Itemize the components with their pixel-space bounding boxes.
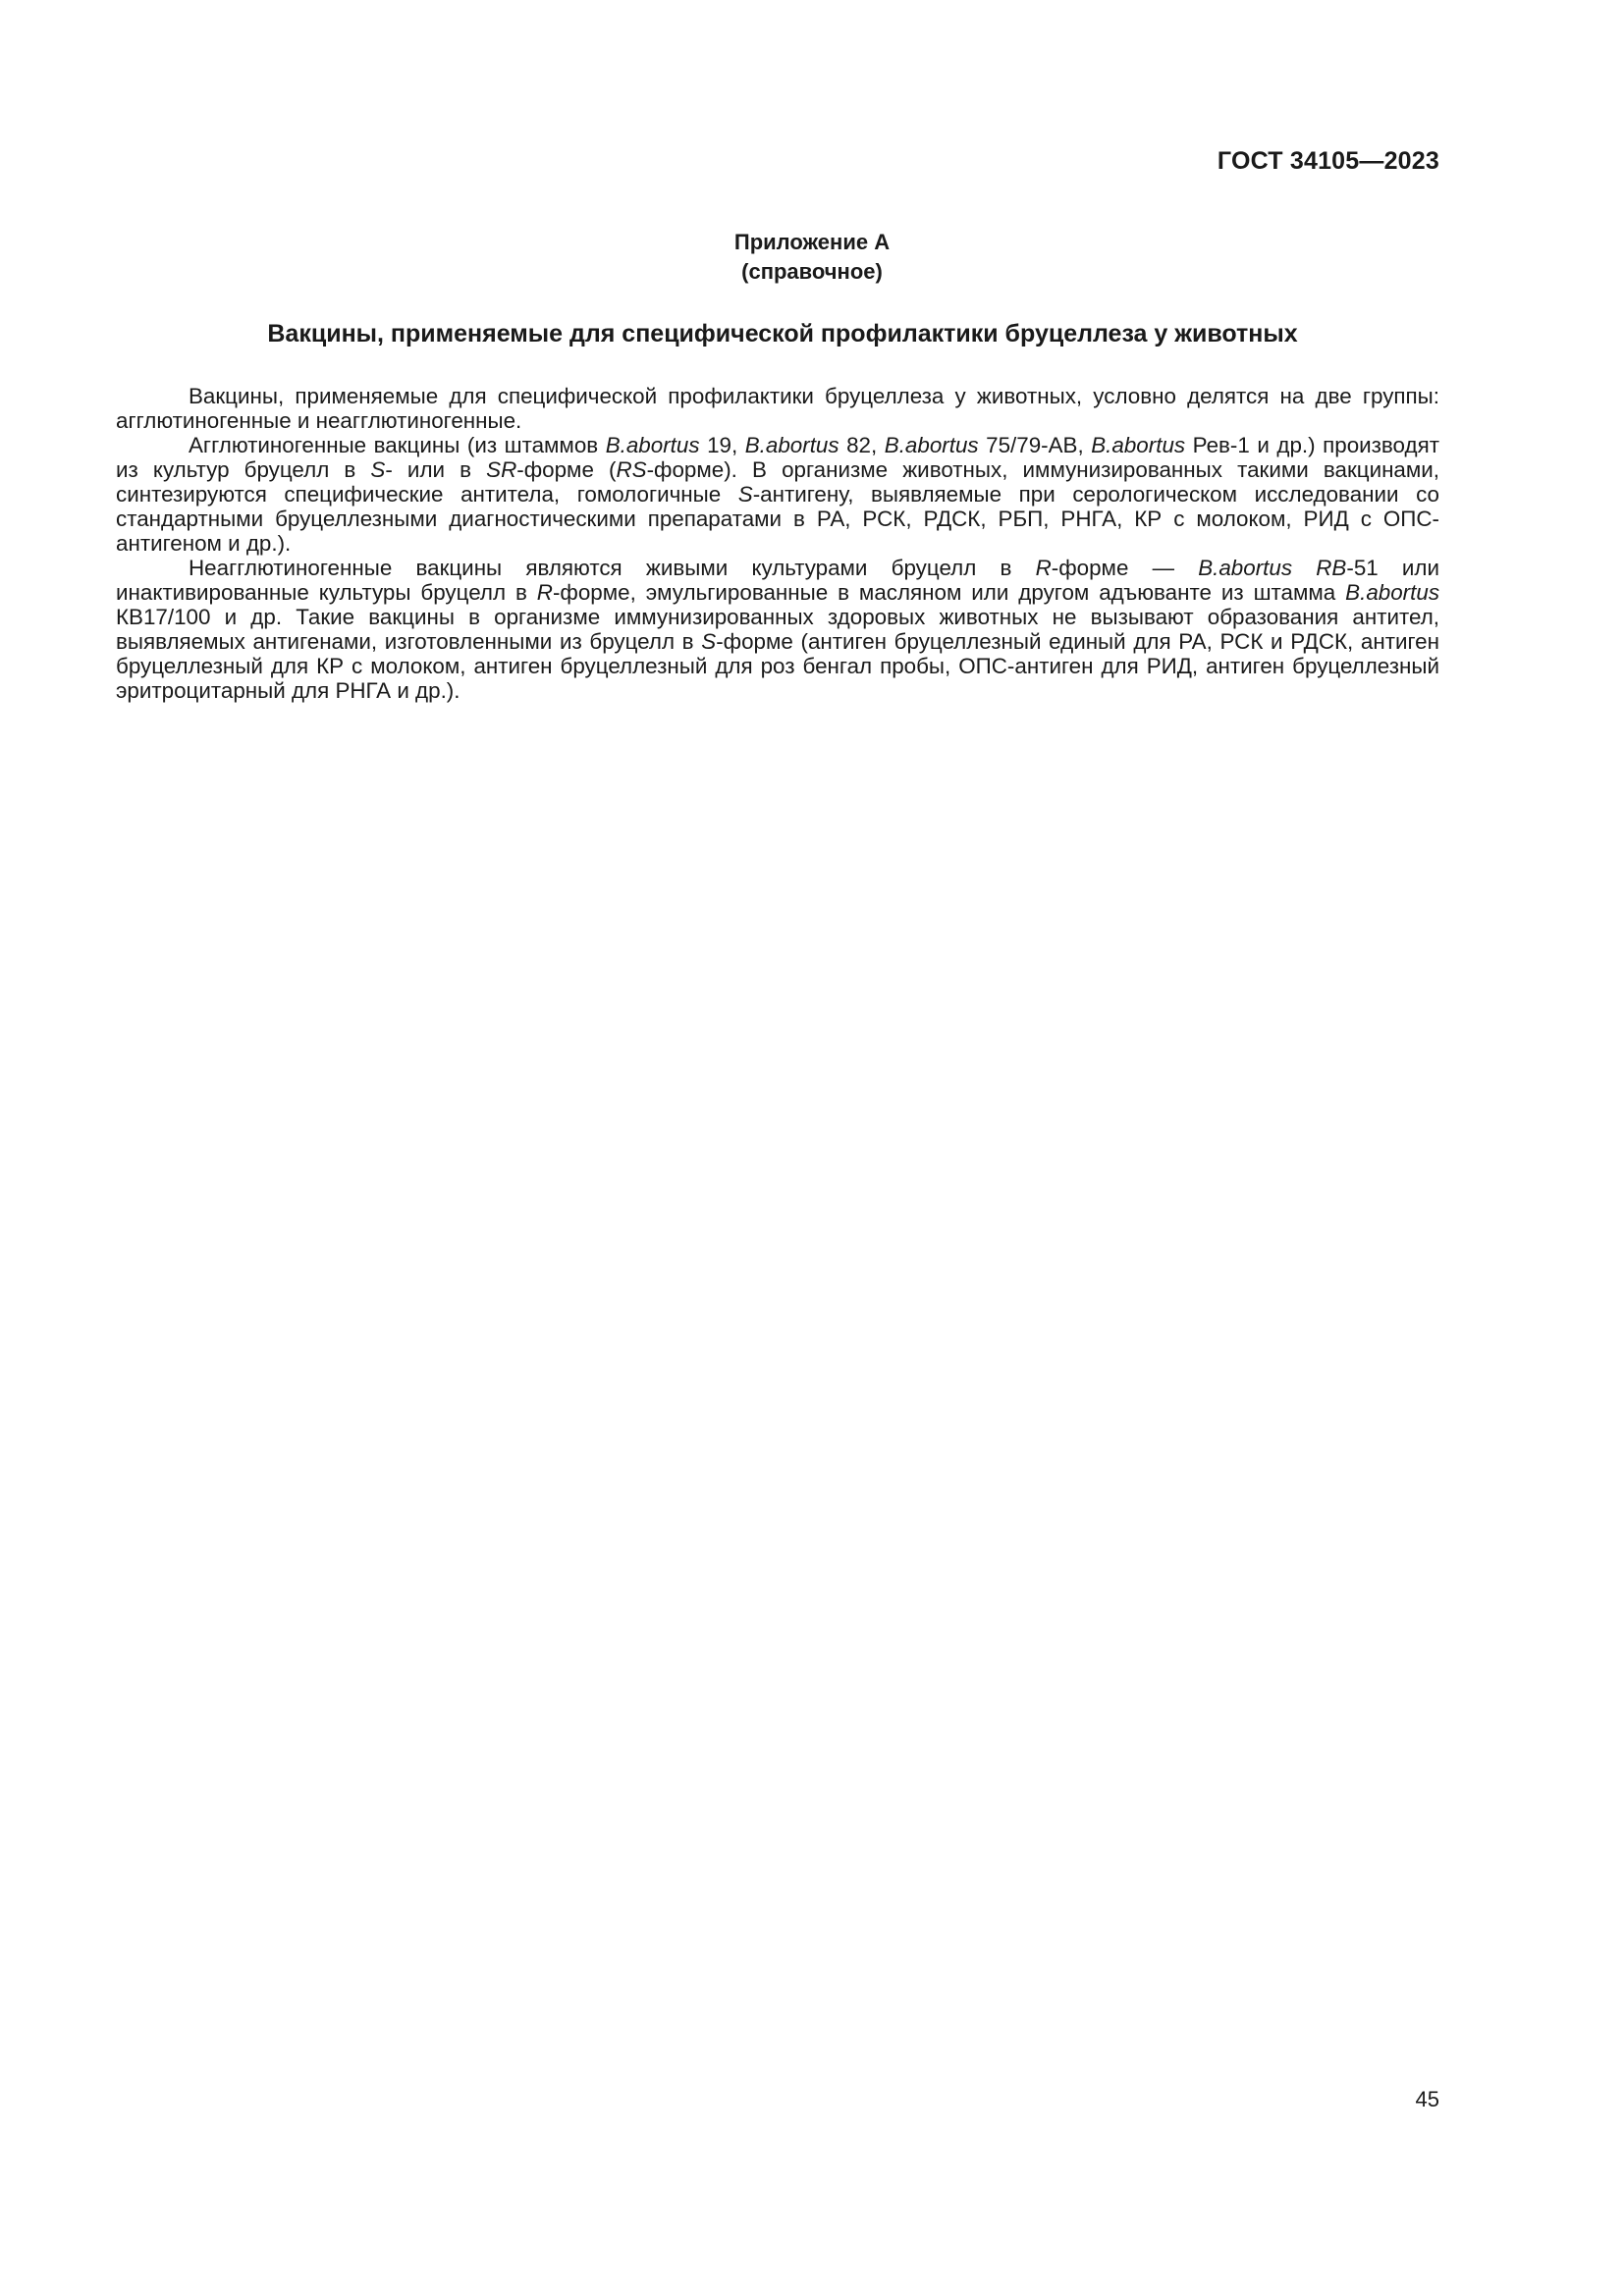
species-name: B.abortus (605, 433, 700, 457)
form-letter: R (1035, 556, 1052, 580)
paragraph-3-text: -форме — (1051, 556, 1199, 580)
paragraph-2-text: Рев-1 и др.) производят из культур бруцелл в (116, 433, 1439, 482)
species-name: B.abortus (884, 433, 979, 457)
paragraph-2-text: 19, (699, 433, 745, 457)
paragraph-3-text: -форме (антиген бруцеллезный единый для РА, РСК и РДСК, антиген бруцеллезный для КР с молоком, антиген бруцеллезный для роз бенгал пробы, ОПС-антиген для РИД, антиген бруцеллезный эритроцитарный для РНГА и др.). (116, 629, 1440, 703)
paragraph-2-text: -антигену, выявляемые при серологическом исследовании со стандартными бруцеллезными диагностическими препаратами в РА, РСК, РДСК, РБП, РНГА, КР с молоком, РИД с ОПС-антигеном и др.). (116, 482, 1440, 556)
species-name: B.abortus (1345, 580, 1440, 605)
paragraph-2-text: - или в (385, 457, 487, 482)
paragraph-1 (116, 384, 1439, 433)
form-letter: S (370, 457, 386, 482)
species-name: B.abortus RB (1198, 556, 1347, 580)
body-text (116, 384, 1439, 703)
form-letter: S (737, 482, 753, 507)
paragraph-2-text: Агглютиногенные вакцины (из штаммов (189, 433, 606, 457)
paragraph-3 (116, 556, 1439, 703)
section-title: Вакцины, применяемые для специфической профилактики бруцеллеза у животных (267, 320, 1298, 347)
paragraph-3-text: Неагглютиногенные вакцины являются живыми культурами бруцелл в (189, 556, 1036, 580)
paragraph-1-text: Вакцины, применяемые для специфической профилактики бруцеллеза у животных, условно делятся на две группы: агглютиногенные и неагглютиногенные. (116, 384, 1439, 433)
page-number: 45 (1415, 2087, 1439, 2111)
paragraph-2 (116, 433, 1439, 556)
paragraph-2-text: 75/79-АВ, (978, 433, 1092, 457)
paragraph-2-text: -форме). В организме животных, иммунизированных такими вакцинами, синтезируются специфические антитела, гомологичные (116, 457, 1440, 507)
paragraph-2-text: 82, (839, 433, 885, 457)
appendix-heading (0, 228, 1624, 287)
paragraph-3-text: -форме, эмульгированные в масляном или другом адъюванте из штамма (552, 580, 1346, 605)
document-code: ГОСТ 34105—2023 (1217, 147, 1439, 175)
form-letter: S (701, 629, 717, 654)
species-name: B.abortus (744, 433, 839, 457)
appendix-title: Приложение А (733, 230, 891, 254)
species-name: B.abortus (1091, 433, 1186, 457)
paragraph-3-text: -51 или инактивированные культуры бруцелл в (116, 556, 1440, 605)
form-letter: SR (486, 457, 517, 482)
paragraph-2-text: -форме ( (516, 457, 617, 482)
paragraph-3-text: КВ17/100 и др. Такие вакцины в организме иммунизированных здоровых животных не вызывают образования антител, выявляемых антигенами, изготовленными из бруцелл в (116, 605, 1439, 654)
appendix-kind: (справочное) (741, 259, 883, 284)
form-letter: RS (616, 457, 647, 482)
form-letter: R (536, 580, 553, 605)
